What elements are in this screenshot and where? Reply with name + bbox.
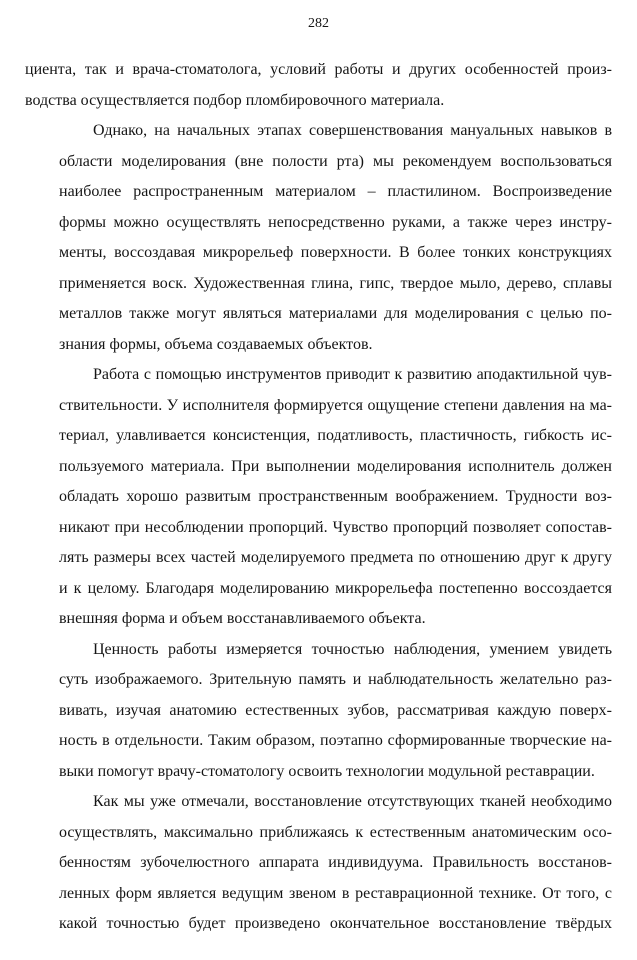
text-line: териал, улавливается консистенция, податливость, пластичность, гибкость ис- [59, 427, 612, 444]
paragraph-3 [25, 360, 612, 635]
text-line: наиболее распространенным материалом – пластилином. Воспроизведение [59, 183, 612, 200]
text-line: области моделирования (вне полости рта) мы рекомендуем воспользоваться [59, 152, 612, 170]
text-line: Работа с помощью инструментов приводит к развитию аподактильной чув- [93, 366, 612, 383]
text-line: Ценность работы измеряется точностью наблюдения, умением увидеть [93, 640, 612, 658]
text-line: какой точностью будет произведено окончательное восстановление твёрдых [59, 915, 612, 932]
document-body [25, 55, 612, 940]
text-line: обладать хорошо развитым пространственным воображением. Трудности воз- [59, 488, 612, 505]
text-line: ленных форм является ведущим звеном в реставрационной технике. От того, с [59, 884, 612, 902]
text-line: ствительности. У исполнителя формируется ощущение степени давления на ма- [59, 396, 612, 414]
text-line: суть изображаемого. Зрительную память и наблюдательность желательно раз- [59, 671, 612, 688]
text-line: менты, воссоздавая микрорельеф поверхности. В более тонких конструкциях [59, 244, 612, 261]
text-line: лять размеры всех частей моделируемого предмета по отношению друг к другу [59, 549, 612, 566]
text-line: ность в отдельности. Таким образом, поэтапно сформированные творческие на- [59, 732, 612, 749]
text-line: применяется воск. Художественная глина, гипс, твердое мыло, дерево, сплавы [59, 274, 612, 292]
text-line: и к целому. Благодаря моделированию микрорельефа постепенно воссоздается [59, 579, 612, 597]
text-line: бенностям зубочелюстного аппарата индивидуума. Правильность восстанов- [59, 854, 612, 871]
text-line: пользуемого материала. При выполнении моделирования исполнитель должен [59, 457, 612, 475]
text-line: циента, так и врача-стоматолога, условий работы и других особенностей произ- [25, 61, 612, 78]
page-number: 282 [308, 16, 329, 31]
text-line: Как мы уже отмечали, восстановление отсутствующих тканей необходимо [93, 793, 612, 810]
paragraph-2 [25, 116, 612, 360]
text-line: осуществлять, максимально приближаясь к естественным анатомическим осо- [59, 823, 612, 841]
text-line: никают при несоблюдении пропорций. Чувство пропорций позволяет сопостав- [59, 518, 612, 536]
text-line: Однако, на начальных этапах совершенствования мануальных навыков в [93, 122, 612, 139]
paragraph-1 [25, 55, 612, 116]
text-line: металлов также могут являться материалами для моделирования с целью по- [59, 305, 612, 322]
text-line: знания формы, объема создаваемых объектов. [59, 335, 373, 353]
paragraph-4 [25, 635, 612, 788]
text-line: вивать, изучая анатомию естественных зубов, рассматривая каждую поверх- [59, 701, 612, 719]
text-line: водства осуществляется подбор пломбировочного материала. [25, 91, 445, 109]
text-line: формы можно осуществлять непосредственно руками, а также через инстру- [59, 213, 612, 231]
paragraph-5 [25, 787, 612, 940]
text-line: выки помогут врачу-стоматологу освоить технологии модульной реставрации. [59, 762, 595, 780]
text-line: внешняя форма и объем восстанавливаемого объекта. [59, 610, 426, 627]
